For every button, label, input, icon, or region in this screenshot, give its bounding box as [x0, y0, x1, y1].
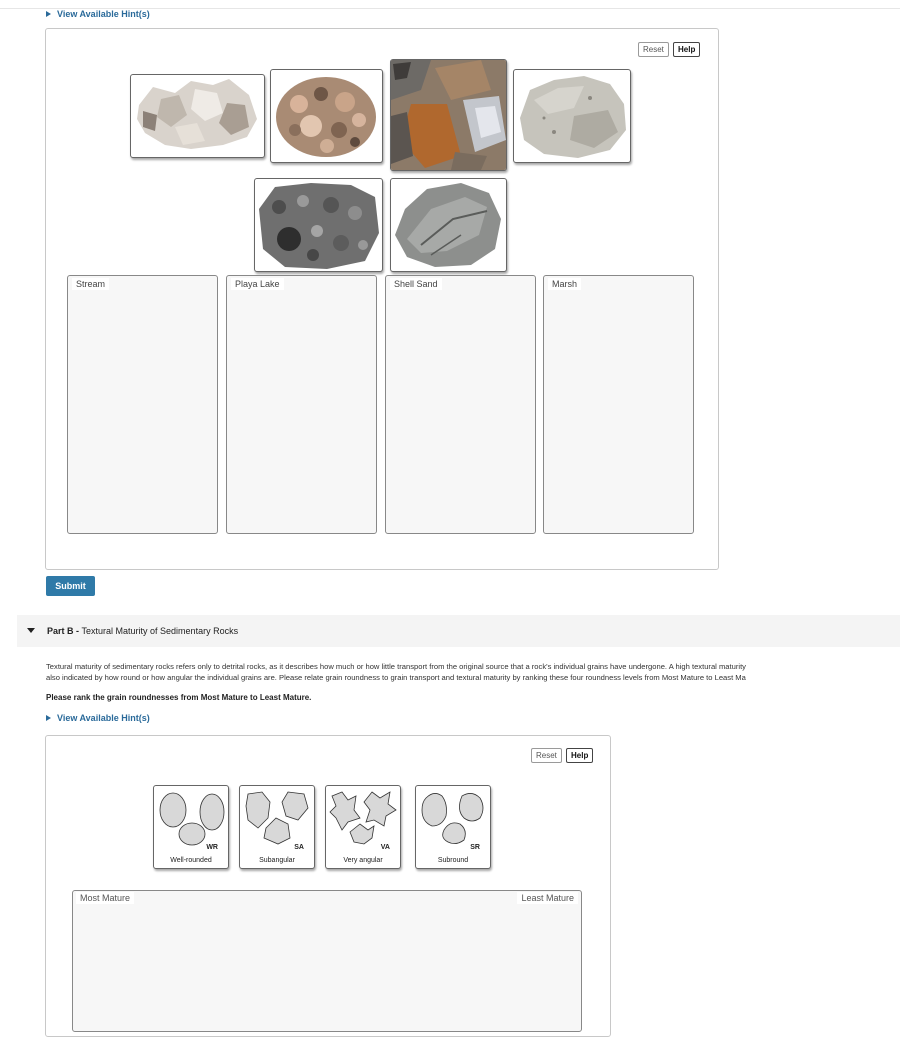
part-a-hint-link[interactable]	[46, 9, 150, 19]
zone-label: Shell Sand	[390, 278, 442, 290]
help-button[interactable]: Help	[673, 42, 700, 57]
rock-tile-2[interactable]	[270, 69, 383, 163]
roundness-tile-very-angular[interactable]	[325, 785, 401, 869]
roundness-name: Very angular	[343, 857, 383, 864]
part-b-instruction: Please rank the grain roundnesses from Most Mature to Least Mature.	[46, 693, 312, 702]
roundness-tile-well-rounded[interactable]	[153, 785, 229, 869]
very-angular-grains-icon	[328, 788, 398, 846]
least-mature-label: Least Mature	[517, 892, 578, 904]
most-mature-label: Most Mature	[76, 892, 134, 904]
reset-button[interactable]: Reset	[531, 748, 562, 763]
subround-grains-icon	[418, 788, 488, 846]
rock-tile-5[interactable]	[254, 178, 383, 272]
expand-triangle-icon	[46, 715, 51, 721]
zone-label: Stream	[72, 278, 109, 290]
hint-label: View Available Hint(s)	[57, 9, 150, 19]
hint-label: View Available Hint(s)	[57, 713, 150, 723]
roundness-code: WR	[206, 844, 218, 851]
breccia-rock-icon	[391, 60, 506, 170]
rock-tile-3[interactable]	[390, 59, 507, 171]
drop-zone-shell-sand[interactable]	[385, 275, 536, 534]
collapse-caret-icon	[27, 628, 35, 633]
expand-triangle-icon	[46, 11, 51, 17]
roundness-tile-subround[interactable]	[415, 785, 491, 869]
drop-zone-stream[interactable]	[67, 275, 218, 534]
well-rounded-grains-icon	[156, 788, 226, 846]
roundness-name: Subangular	[259, 857, 295, 864]
submit-button[interactable]: Submit	[46, 576, 95, 596]
part-b-label: Part B -	[47, 626, 82, 636]
drop-zone-playa-lake[interactable]	[226, 275, 377, 534]
help-button[interactable]: Help	[566, 748, 593, 763]
part-b-paragraph-line-1: Textural maturity of sedimentary rocks refers only to detrital rocks, as it describes how much or how little transport from the original source that a rock's individual grains have undergone. A high textural maturity	[46, 662, 746, 671]
gray-shale-rock-icon	[391, 179, 506, 271]
roundness-code: SA	[294, 844, 304, 851]
zone-label: Marsh	[548, 278, 581, 290]
roundness-code: VA	[380, 844, 390, 851]
conglomerate-rock-icon	[271, 70, 382, 162]
part-b-paragraph-line-2: also indicated by how round or how angular the individual grains are. Please relate grain roundness to grain transport and textural maturity by ranking these four roundness levels from Most Mature to Least Ma	[46, 673, 746, 682]
part-b-title-text: Textural Maturity of Sedimentary Rocks	[81, 626, 239, 636]
zone-label: Playa Lake	[231, 278, 284, 290]
roundness-name: Well-rounded	[170, 857, 212, 864]
rock-tile-6[interactable]	[390, 178, 507, 272]
roundness-name: Subround	[437, 857, 469, 864]
part-b-hint-link[interactable]	[46, 713, 150, 723]
fossiliferous-limestone-rock-icon	[255, 179, 382, 271]
white-crystalline-rock-icon	[131, 75, 264, 157]
part-b-header[interactable]	[17, 615, 900, 647]
part-b-title	[47, 626, 238, 636]
ranking-drop-zone[interactable]	[72, 890, 582, 1032]
reset-button[interactable]: Reset	[638, 42, 669, 57]
rock-tile-4[interactable]	[513, 69, 631, 163]
roundness-tile-subangular[interactable]	[239, 785, 315, 869]
roundness-code: SR	[470, 844, 480, 851]
subangular-grains-icon	[242, 788, 312, 846]
drop-zone-marsh[interactable]	[543, 275, 694, 534]
gray-sandstone-rock-icon	[514, 70, 630, 162]
rock-tile-1[interactable]	[130, 74, 265, 158]
